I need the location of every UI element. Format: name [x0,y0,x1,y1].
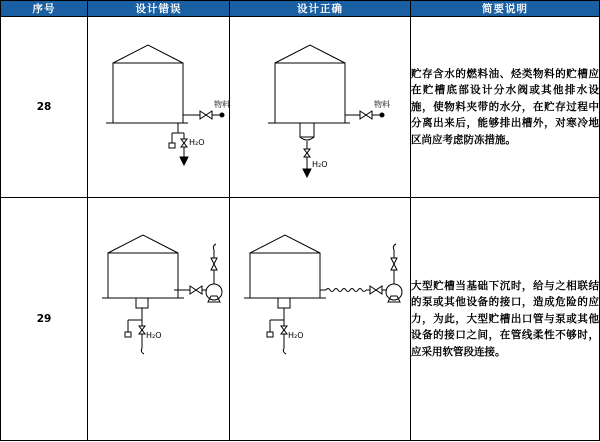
table-row-29 [1,198,600,441]
header-row [1,1,600,17]
header-wrong-design: 设计错误 [88,1,230,17]
row-index: 28 [1,17,88,198]
description-29: 大型贮槽当基础下沉时，给与之相联结的泵或其他设备的接口，造成危险的应力，为此，大型贮槽出口管与泵或其他设备的接口之间，在管线柔性不够时，应采用软管段连接。 [411,198,600,441]
header-description: 简要说明 [411,1,600,17]
tank-drain-wrong-diagram [88,17,230,197]
water-label: H₂O [146,331,162,340]
right-design-diagram-28 [230,17,411,198]
table-row-28 [1,17,600,198]
description-28: 贮存含水的燃料油、烃类物料的贮槽应在贮槽底部设计分水阀或其他排水设施，使物料夹带的水分，在贮存过程中分离出来后，能够排出槽外，对寒冷地区尚应考虑防冻措施。 [411,17,600,198]
tank-pump-right-diagram [230,198,411,440]
water-label: H₂O [288,331,304,340]
row-index: 29 [1,198,88,441]
tank-drain-right-diagram [230,17,411,197]
material-label: 物料 [214,100,230,109]
right-design-diagram-29 [230,198,411,441]
water-label: H₂O [312,160,328,169]
header-index: 序号 [1,1,88,17]
water-label: H₂O [189,138,205,147]
material-label: 物料 [374,100,390,109]
wrong-design-diagram-29 [88,198,230,441]
wrong-design-diagram-28 [88,17,230,198]
header-right-design: 设计正确 [230,1,411,17]
tank-pump-wrong-diagram [88,198,230,440]
